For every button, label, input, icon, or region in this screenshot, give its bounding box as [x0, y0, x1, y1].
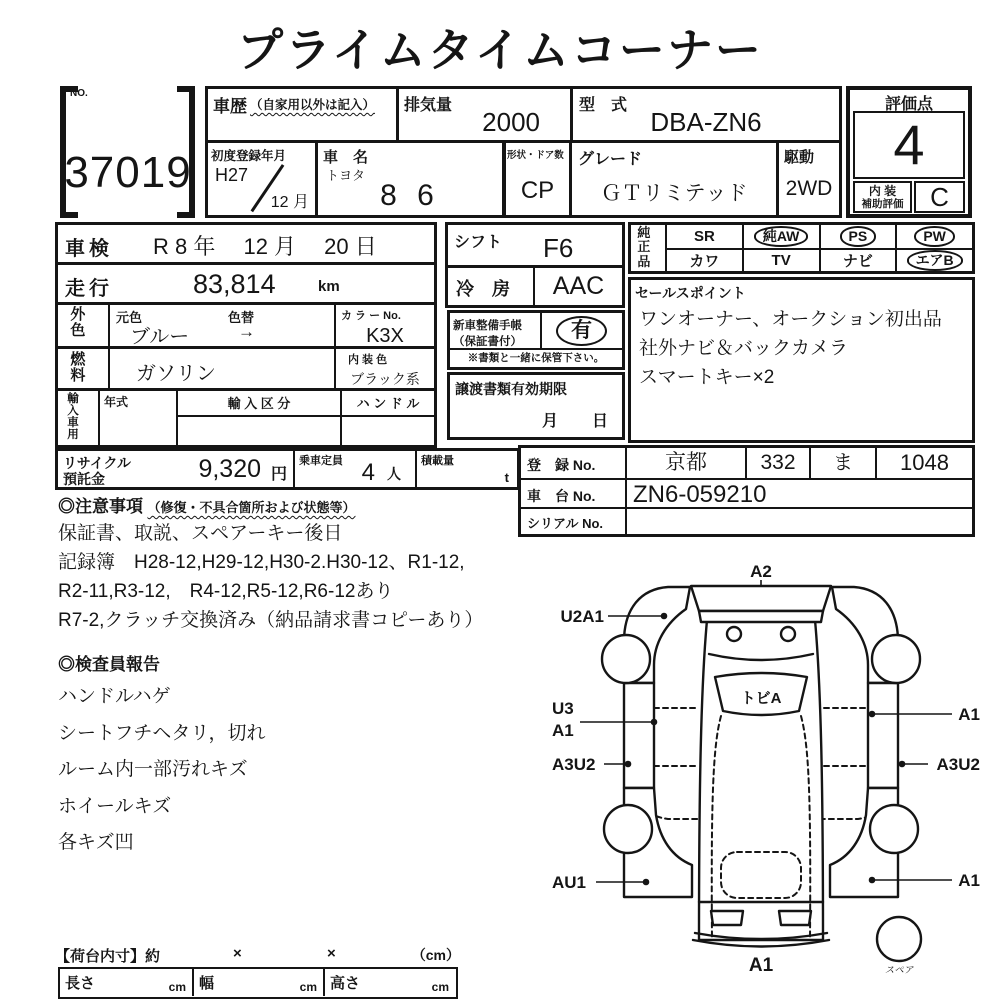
interior-score-value: C	[930, 182, 949, 212]
sales-points-lines	[639, 305, 972, 392]
ac-row	[448, 268, 622, 305]
service-book-label-2: （保証書付）	[453, 336, 522, 348]
notes-section	[58, 492, 528, 635]
equipment-item	[895, 248, 972, 271]
transfer-docs-label: 譲渡書類有効期限	[455, 381, 567, 397]
damage-code-label: U2A1	[560, 607, 604, 626]
cargo-height-unit: cm	[431, 980, 449, 994]
sales-points-label: セールスポイント	[635, 285, 746, 301]
registration-region	[625, 448, 745, 480]
leader-dot	[899, 761, 906, 768]
shaken-value: R 8 年 12 月 20 日	[153, 234, 377, 259]
leader-dot	[661, 613, 668, 620]
right-side-panels	[830, 587, 920, 897]
equipment-item	[742, 225, 819, 248]
registration-label: 登 録 No.	[527, 457, 596, 473]
mileage-row	[58, 265, 434, 305]
equipment-item	[742, 248, 819, 271]
import-class-label: 輸 入 区 分	[178, 391, 340, 417]
import-year-label: 年式	[104, 395, 129, 409]
damage-code-label: A3U2	[936, 755, 980, 774]
shift-row	[448, 225, 622, 268]
note-line: 保証書、取説、スペアーキー後日	[58, 523, 343, 544]
service-book-value-circle	[556, 316, 607, 346]
equipment-cells	[665, 225, 972, 271]
body-doors-cell	[503, 140, 572, 218]
grade-label: グレード	[578, 151, 643, 168]
shaken-row	[58, 225, 434, 265]
cargo-header-row	[55, 945, 460, 965]
capacity-unit: 人	[387, 466, 401, 482]
inspector-report-line: ホイールキズ	[58, 795, 172, 817]
left-front-wheel	[602, 635, 650, 683]
notes-header: ◎注意事項	[58, 497, 143, 516]
color-no-cell	[334, 305, 434, 349]
serial-label: シリアル No.	[527, 516, 604, 531]
first-registration-label: 初度登録年月	[211, 149, 287, 163]
mileage-value: 83,814	[193, 269, 276, 299]
import-row	[58, 391, 434, 445]
page-title: プライムタイムコーナー	[237, 24, 763, 76]
first-registration-month: 12 月	[270, 194, 309, 211]
import-class-cell	[176, 391, 340, 445]
registration-row	[521, 448, 972, 480]
recycle-value: 9,320	[198, 455, 261, 483]
drive-value: 2WD	[785, 177, 833, 200]
original-color-label: 元色	[116, 310, 143, 325]
service-book-value: 有	[571, 319, 592, 342]
front-bumper	[691, 586, 831, 611]
inspector-report-header: ◎検査員報告	[58, 655, 160, 674]
sales-point-line: ワンオーナー、オークション初出品	[639, 309, 942, 330]
score-label: 評価点	[884, 96, 933, 113]
recycle-label-2: 預託金	[63, 471, 105, 487]
cargo-x1: ×	[233, 945, 242, 962]
cargo-height-cell	[323, 969, 455, 996]
registration-class-value: 332	[760, 451, 796, 474]
import-handle-cell	[340, 391, 434, 445]
cargo-length-unit: cm	[168, 980, 186, 994]
fuel-row	[58, 349, 434, 391]
exterior-color-value-cell	[108, 305, 334, 349]
registration-kana-value: ま	[833, 452, 853, 474]
cargo-width-label: 幅	[199, 975, 215, 992]
left-side-panels	[602, 587, 692, 897]
grade-value: ＧＴリミテッド	[600, 182, 748, 205]
car-name-cell	[315, 140, 505, 218]
note-line: R2-11,R3-12, R4-12,R5-12,R6-12あり	[58, 581, 394, 602]
displacement-label: 排気量	[404, 97, 453, 114]
right-front-wheel	[872, 635, 920, 683]
displacement-cell	[396, 86, 573, 143]
interior-label-line2: 補助評価	[861, 198, 904, 210]
sales-points-box	[628, 277, 975, 443]
damage-code-label: A1	[958, 705, 980, 724]
damage-diagram	[528, 556, 1000, 1000]
recycle-row	[55, 448, 520, 490]
inspector-report-line: 各キズ凹	[58, 832, 134, 853]
model-code-value: DBA-ZN6	[650, 107, 762, 137]
leader-dot	[869, 711, 876, 718]
leader-dot	[869, 877, 876, 884]
load-unit: t	[504, 470, 509, 485]
leader-dot	[651, 719, 658, 726]
equipment-item	[665, 225, 742, 248]
shift-label: シフト	[454, 234, 503, 251]
left-rear-wheel	[604, 805, 652, 853]
registration-number	[875, 448, 972, 480]
service-book-label-cell	[450, 313, 542, 350]
load-label: 積載量	[421, 455, 454, 467]
ac-value: AAC	[552, 272, 605, 300]
registration-table	[518, 445, 975, 537]
damage-code-front: A2	[750, 562, 772, 581]
interior-label-line1: 内 装	[868, 184, 897, 198]
equipment-item-label: SR	[693, 228, 715, 245]
interior-color-label: 内 装 色	[348, 354, 388, 366]
recycle-label-1: リサイクル	[63, 455, 132, 471]
displacement-value: 2000	[482, 107, 540, 137]
exterior-color-label: 外色	[70, 306, 86, 339]
damage-code-label: A1	[552, 721, 574, 740]
damage-code-label: AU1	[552, 873, 587, 892]
shift-ac-box	[445, 222, 625, 308]
leader-dot	[643, 879, 650, 886]
body-doors-value: CP	[520, 177, 555, 204]
score-value-box	[853, 111, 965, 179]
recycle-unit: 円	[270, 466, 287, 483]
damage-code-label: A1	[958, 871, 980, 890]
first-registration-year: H27	[215, 165, 249, 185]
model-code-cell	[570, 86, 842, 143]
registration-number-value: 1048	[900, 450, 949, 475]
equipment-item	[819, 225, 896, 248]
equipment-item-label: ナビ	[842, 253, 873, 270]
inspector-report-line: シートフチヘタリ，切れ	[58, 722, 266, 744]
mileage-label: 走行	[65, 278, 113, 300]
drive-cell	[776, 140, 842, 218]
exterior-color-value: ブルー	[130, 326, 190, 348]
interior-score-value-box	[914, 181, 965, 213]
interior-score-label-box	[853, 181, 912, 213]
capacity-cell	[293, 451, 415, 487]
import-year-cell	[98, 391, 176, 445]
lot-no-label: NO.	[70, 88, 88, 99]
equipment-item-label: 純AW	[754, 226, 809, 246]
transfer-docs-day: 日	[591, 413, 608, 430]
spare-tire	[877, 917, 921, 961]
cargo-length-cell	[60, 969, 192, 996]
equipment-label: 純正品	[637, 225, 651, 269]
service-book-label-1: 新車整備手帳	[453, 320, 522, 332]
inspector-report-line: ハンドルハゲ	[58, 686, 171, 707]
registration-region-value: 京都	[665, 451, 707, 474]
maker-value: トヨタ	[326, 168, 366, 183]
equipment-item-label: エアB	[907, 250, 963, 270]
import-handle-label: ハ ン ド ル	[342, 391, 434, 417]
sales-point-line: スマートキー×2	[639, 367, 775, 388]
service-book-box	[447, 310, 625, 370]
chassis-row	[521, 480, 972, 509]
vehicle-detail-table	[55, 222, 437, 448]
equipment-item-label: カワ	[689, 253, 720, 270]
registration-kana	[809, 448, 875, 480]
equipment-item	[895, 225, 972, 248]
inspector-report-lines	[58, 679, 458, 862]
color-change-label: 色替	[228, 310, 255, 325]
cargo-header: 【荷台内寸】約	[55, 948, 161, 965]
cargo-unit: （cm）	[411, 947, 460, 963]
spare-tire-label: スペア	[884, 965, 914, 976]
score-value: 4	[893, 113, 925, 176]
color-change-arrow: →	[238, 322, 255, 341]
chassis-divider	[625, 480, 627, 509]
recycle-cell	[58, 451, 293, 487]
notes-lines	[58, 519, 528, 635]
import-label: 輸入車用	[67, 393, 79, 442]
right-rear-wheel	[870, 805, 918, 853]
drive-label: 駆動	[784, 149, 815, 166]
equipment-item-label: PW	[914, 226, 955, 246]
capacity-value: 4	[361, 459, 375, 486]
transfer-docs-month: 月	[542, 413, 559, 430]
fuel-label: 燃料	[70, 351, 86, 384]
damage-code-rear: A1	[748, 955, 774, 976]
equipment-item	[819, 248, 896, 271]
ac-value-cell	[533, 268, 622, 305]
fuel-value: ガソリン	[136, 363, 216, 385]
serial-row	[521, 509, 972, 534]
lot-number: 37019	[64, 148, 192, 197]
score-box	[846, 86, 972, 218]
cargo-x2: ×	[327, 945, 336, 962]
notes-header-note: （修復・不具合箇所および状態等）	[147, 500, 356, 515]
interior-color-value: ブラック系	[350, 371, 420, 387]
model-code-label: 型 式	[579, 97, 628, 114]
sales-point-line: 社外ナビ＆バックカメラ	[639, 338, 849, 359]
fuel-value-cell	[108, 349, 334, 391]
color-no-label: カ ラ ー No.	[341, 310, 401, 322]
note-line: 記録簿 H28-12,H29-12,H30-2.H30-12、R1-12,	[58, 552, 465, 573]
inspector-report-section	[58, 650, 458, 862]
cargo-width-cell	[192, 969, 323, 996]
exterior-color-row	[58, 305, 434, 349]
car-name-value: 8 6	[380, 179, 440, 212]
registration-class	[745, 448, 809, 480]
equipment-grid	[628, 222, 975, 274]
mileage-unit: km	[318, 278, 340, 295]
leader-dot	[625, 761, 632, 768]
cargo-table	[58, 967, 458, 999]
service-book-note: ※書類と一緒に保管下さい。	[450, 348, 622, 367]
shift-value: F6	[543, 233, 574, 263]
serial-divider	[625, 509, 627, 534]
shaken-label: 車検	[65, 238, 113, 260]
cargo-height-label: 高さ	[330, 975, 361, 992]
damage-code-label: U3	[552, 699, 574, 718]
car-top-view	[691, 586, 831, 947]
capacity-label: 乗車定員	[299, 455, 343, 467]
color-no-value: K3X	[366, 325, 404, 347]
cargo-length-label: 長さ	[65, 975, 96, 992]
inspector-report-line: ルーム内一部汚れキズ	[58, 759, 248, 780]
windshield-damage-code: トビA	[740, 690, 782, 707]
note-line: R7-2,クラッチ交換済み（納品請求書コピーあり）	[58, 610, 484, 631]
car-name-label: 車 名	[323, 149, 369, 166]
ac-label: 冷 房	[456, 279, 510, 299]
equipment-item-label: TV	[771, 252, 791, 269]
history-cell	[205, 86, 399, 143]
chassis-value: ZN6-059210	[633, 481, 767, 508]
history-label: 車歴	[213, 97, 247, 116]
load-cell	[415, 451, 517, 487]
interior-color-cell	[334, 349, 434, 391]
body-doors-label: 形状・ドア数	[507, 150, 564, 161]
transfer-docs-box	[447, 372, 625, 440]
equipment-item	[665, 248, 742, 271]
cargo-width-unit: cm	[299, 980, 317, 994]
chassis-label: 車 台 No.	[527, 488, 596, 504]
first-registration-cell	[205, 140, 318, 218]
grade-cell	[569, 140, 779, 218]
history-note: （自家用以外は記入）	[250, 98, 376, 112]
equipment-item-label: PS	[840, 226, 877, 246]
damage-code-label: A3U2	[552, 755, 596, 774]
